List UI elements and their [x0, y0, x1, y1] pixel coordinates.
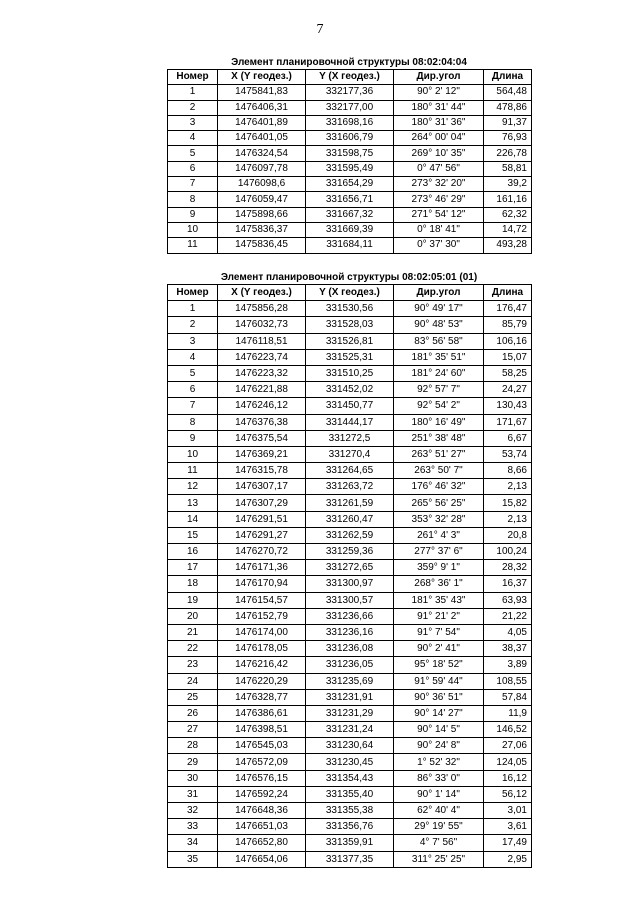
cell-angle: 0° 37' 30": [394, 238, 484, 253]
cell-x: 1476059,47: [218, 192, 306, 207]
table-row: [168, 689, 532, 705]
cell-angle: 180° 31' 44": [394, 100, 484, 115]
cell-number: 7: [168, 177, 218, 192]
header-angle: Дир.угол: [394, 70, 484, 85]
cell-y: 331452,02: [306, 382, 394, 398]
cell-length: 57,84: [484, 689, 532, 705]
cell-y: 331272,5: [306, 430, 394, 446]
cell-x: 1476098,6: [218, 177, 306, 192]
cell-number: 8: [168, 192, 218, 207]
cell-angle: 29° 19' 55": [394, 819, 484, 835]
cell-y: 331526,81: [306, 333, 394, 349]
cell-angle: 90° 24' 8": [394, 738, 484, 754]
cell-angle: 268° 36' 1": [394, 576, 484, 592]
cell-y: 331261,59: [306, 495, 394, 511]
cell-angle: 91° 59' 44": [394, 673, 484, 689]
cell-number: 33: [168, 819, 218, 835]
table-row: [168, 365, 532, 381]
cell-angle: 86° 33' 0": [394, 770, 484, 786]
cell-angle: 181° 35' 43": [394, 592, 484, 608]
cell-angle: 263° 51' 27": [394, 446, 484, 462]
cell-y: 331235,69: [306, 673, 394, 689]
cell-length: 8,66: [484, 463, 532, 479]
table-row: [168, 131, 532, 146]
cell-angle: 176° 46' 32": [394, 479, 484, 495]
cell-x: 1475841,83: [218, 85, 306, 100]
cell-length: 16,37: [484, 576, 532, 592]
cell-angle: 311° 25' 25": [394, 851, 484, 867]
cell-number: 5: [168, 365, 218, 381]
cell-length: 130,43: [484, 398, 532, 414]
cell-x: 1476406,31: [218, 100, 306, 115]
cell-y: 331698,16: [306, 115, 394, 130]
cell-length: 478,86: [484, 100, 532, 115]
cell-length: 3,61: [484, 819, 532, 835]
cell-length: 4,05: [484, 624, 532, 640]
cell-x: 1476654,06: [218, 851, 306, 867]
cell-y: 331231,24: [306, 722, 394, 738]
structure-table-block-1: [167, 57, 531, 254]
cell-angle: 62° 40' 4": [394, 803, 484, 819]
cell-x: 1476291,27: [218, 527, 306, 543]
cell-length: 14,72: [484, 222, 532, 237]
cell-angle: 265° 56' 25": [394, 495, 484, 511]
cell-y: 331606,79: [306, 131, 394, 146]
cell-angle: 353° 32' 28": [394, 511, 484, 527]
table-row: [168, 495, 532, 511]
cell-y: 331356,76: [306, 819, 394, 835]
cell-angle: 90° 2' 41": [394, 641, 484, 657]
cell-y: 331510,25: [306, 365, 394, 381]
cell-x: 1476398,51: [218, 722, 306, 738]
table-row: [168, 100, 532, 115]
coordinates-table: [167, 69, 532, 254]
cell-x: 1476315,78: [218, 463, 306, 479]
table-row: [168, 770, 532, 786]
cell-y: 331354,43: [306, 770, 394, 786]
cell-number: 20: [168, 608, 218, 624]
cell-y: 331236,16: [306, 624, 394, 640]
cell-x: 1476246,12: [218, 398, 306, 414]
cell-number: 14: [168, 511, 218, 527]
cell-x: 1476401,89: [218, 115, 306, 130]
cell-number: 13: [168, 495, 218, 511]
cell-number: 2: [168, 317, 218, 333]
cell-length: 16,12: [484, 770, 532, 786]
cell-number: 16: [168, 544, 218, 560]
cell-angle: 0° 47' 56": [394, 161, 484, 176]
table-row: [168, 657, 532, 673]
header-length: Длина: [484, 285, 532, 301]
cell-number: 32: [168, 803, 218, 819]
cell-x: 1476376,38: [218, 414, 306, 430]
cell-x: 1476592,24: [218, 786, 306, 802]
cell-angle: 277° 37' 6": [394, 544, 484, 560]
cell-number: 1: [168, 301, 218, 317]
cell-length: 76,93: [484, 131, 532, 146]
cell-length: 124,05: [484, 754, 532, 770]
header-angle: Дир.угол: [394, 285, 484, 301]
table-row: [168, 576, 532, 592]
header-number: Номер: [168, 285, 218, 301]
table-row: [168, 207, 532, 222]
table-row: [168, 803, 532, 819]
cell-x: 1476328,77: [218, 689, 306, 705]
cell-angle: 0° 18' 41": [394, 222, 484, 237]
cell-length: 58,25: [484, 365, 532, 381]
cell-y: 331359,91: [306, 835, 394, 851]
cell-angle: 261° 4' 3": [394, 527, 484, 543]
cell-length: 171,67: [484, 414, 532, 430]
cell-number: 23: [168, 657, 218, 673]
table-row: [168, 317, 532, 333]
cell-x: 1476386,61: [218, 705, 306, 721]
cell-y: 331272,65: [306, 560, 394, 576]
header-x: X (Y геодез.): [218, 285, 306, 301]
table-row: [168, 786, 532, 802]
header-x: X (Y геодез.): [218, 70, 306, 85]
cell-number: 3: [168, 333, 218, 349]
cell-length: 27,06: [484, 738, 532, 754]
table-row: [168, 738, 532, 754]
cell-angle: 92° 57' 7": [394, 382, 484, 398]
cell-number: 35: [168, 851, 218, 867]
cell-length: 20,8: [484, 527, 532, 543]
cell-length: 28,32: [484, 560, 532, 576]
header-y: Y (X геодез.): [306, 285, 394, 301]
cell-number: 28: [168, 738, 218, 754]
cell-number: 15: [168, 527, 218, 543]
cell-y: 331236,08: [306, 641, 394, 657]
page-number: 7: [316, 22, 324, 37]
cell-y: 331669,39: [306, 222, 394, 237]
table-row: [168, 161, 532, 176]
table-row: [168, 641, 532, 657]
cell-number: 29: [168, 754, 218, 770]
table-header-row: [168, 285, 532, 301]
cell-x: 1476307,29: [218, 495, 306, 511]
table-header-row: [168, 70, 532, 85]
cell-angle: 180° 16' 49": [394, 414, 484, 430]
cell-length: 62,32: [484, 207, 532, 222]
cell-y: 331236,66: [306, 608, 394, 624]
cell-x: 1476651,03: [218, 819, 306, 835]
cell-angle: 269° 10' 35": [394, 146, 484, 161]
cell-y: 332177,00: [306, 100, 394, 115]
cell-length: 63,93: [484, 592, 532, 608]
table-row: [168, 705, 532, 721]
header-number: Номер: [168, 70, 218, 85]
cell-number: 12: [168, 479, 218, 495]
header-y: Y (X геодез.): [306, 70, 394, 85]
table-row: [168, 544, 532, 560]
table-row: [168, 222, 532, 237]
cell-number: 30: [168, 770, 218, 786]
cell-x: 1476174,00: [218, 624, 306, 640]
cell-y: 331259,36: [306, 544, 394, 560]
cell-x: 1476216,42: [218, 657, 306, 673]
cell-angle: 263° 50' 7": [394, 463, 484, 479]
cell-x: 1476097,78: [218, 161, 306, 176]
table-row: [168, 819, 532, 835]
cell-length: 493,28: [484, 238, 532, 253]
table-row: [168, 85, 532, 100]
cell-x: 1476223,32: [218, 365, 306, 381]
cell-angle: 90° 48' 53": [394, 317, 484, 333]
cell-length: 564,48: [484, 85, 532, 100]
cell-y: 331530,56: [306, 301, 394, 317]
cell-angle: 251° 38' 48": [394, 430, 484, 446]
table-row: [168, 754, 532, 770]
coordinates-table: [167, 284, 532, 868]
cell-y: 331263,72: [306, 479, 394, 495]
table-row: [168, 398, 532, 414]
cell-angle: 4° 7' 56": [394, 835, 484, 851]
cell-length: 17,49: [484, 835, 532, 851]
cell-length: 15,82: [484, 495, 532, 511]
cell-angle: 91° 7' 54": [394, 624, 484, 640]
cell-x: 1476324,54: [218, 146, 306, 161]
cell-y: 331230,64: [306, 738, 394, 754]
table-row: [168, 115, 532, 130]
cell-angle: 90° 1' 14": [394, 786, 484, 802]
table-row: [168, 592, 532, 608]
cell-angle: 271° 54' 12": [394, 207, 484, 222]
cell-length: 2,13: [484, 479, 532, 495]
table-row: [168, 333, 532, 349]
cell-y: 331667,32: [306, 207, 394, 222]
cell-number: 31: [168, 786, 218, 802]
cell-number: 6: [168, 161, 218, 176]
cell-angle: 92° 54' 2": [394, 398, 484, 414]
cell-length: 176,47: [484, 301, 532, 317]
cell-length: 2,13: [484, 511, 532, 527]
cell-number: 4: [168, 349, 218, 365]
cell-length: 56,12: [484, 786, 532, 802]
cell-number: 11: [168, 238, 218, 253]
table-row: [168, 301, 532, 317]
table-row: [168, 349, 532, 365]
table-row: [168, 851, 532, 867]
cell-angle: 90° 49' 17": [394, 301, 484, 317]
cell-length: 226,78: [484, 146, 532, 161]
table-row: [168, 511, 532, 527]
cell-angle: 90° 2' 12": [394, 85, 484, 100]
cell-y: 331598,75: [306, 146, 394, 161]
cell-length: 6,67: [484, 430, 532, 446]
table-row: [168, 608, 532, 624]
table-row: [168, 177, 532, 192]
cell-y: 331525,31: [306, 349, 394, 365]
cell-x: 1476576,15: [218, 770, 306, 786]
cell-number: 7: [168, 398, 218, 414]
cell-x: 1476291,51: [218, 511, 306, 527]
cell-x: 1476270,72: [218, 544, 306, 560]
structure-table-block-2: [167, 272, 531, 868]
cell-y: 331236,05: [306, 657, 394, 673]
cell-x: 1476170,94: [218, 576, 306, 592]
cell-angle: 181° 35' 51": [394, 349, 484, 365]
cell-length: 100,24: [484, 544, 532, 560]
cell-y: 331231,29: [306, 705, 394, 721]
cell-number: 5: [168, 146, 218, 161]
cell-number: 3: [168, 115, 218, 130]
cell-length: 108,55: [484, 673, 532, 689]
cell-y: 331355,38: [306, 803, 394, 819]
table-row: [168, 673, 532, 689]
cell-y: 331231,91: [306, 689, 394, 705]
cell-number: 8: [168, 414, 218, 430]
cell-number: 19: [168, 592, 218, 608]
cell-x: 1476221,88: [218, 382, 306, 398]
cell-x: 1476223,74: [218, 349, 306, 365]
cell-number: 11: [168, 463, 218, 479]
table-row: [168, 722, 532, 738]
cell-length: 85,79: [484, 317, 532, 333]
cell-y: 331684,11: [306, 238, 394, 253]
cell-x: 1476178,05: [218, 641, 306, 657]
cell-y: 331444,17: [306, 414, 394, 430]
cell-x: 1476118,51: [218, 333, 306, 349]
cell-angle: 83° 56' 58": [394, 333, 484, 349]
cell-length: 39,2: [484, 177, 532, 192]
cell-angle: 180° 31' 36": [394, 115, 484, 130]
table-row: [168, 192, 532, 207]
table-title: Элемент планировочной структуры 08:02:04:04: [231, 57, 467, 68]
cell-length: 3,01: [484, 803, 532, 819]
cell-y: 331450,77: [306, 398, 394, 414]
cell-y: 331528,03: [306, 317, 394, 333]
cell-x: 1476648,36: [218, 803, 306, 819]
cell-y: 331654,29: [306, 177, 394, 192]
cell-number: 6: [168, 382, 218, 398]
cell-angle: 273° 32' 20": [394, 177, 484, 192]
cell-length: 38,37: [484, 641, 532, 657]
cell-number: 9: [168, 207, 218, 222]
table-row: [168, 835, 532, 851]
table-row: [168, 238, 532, 253]
cell-y: 331355,40: [306, 786, 394, 802]
table-row: [168, 146, 532, 161]
cell-number: 10: [168, 446, 218, 462]
cell-y: 331656,71: [306, 192, 394, 207]
cell-y: 331595,49: [306, 161, 394, 176]
cell-x: 1476652,80: [218, 835, 306, 851]
table-title: Элемент планировочной структуры 08:02:05:01 (01): [220, 272, 478, 283]
cell-y: 331262,59: [306, 527, 394, 543]
cell-y: 331300,97: [306, 576, 394, 592]
cell-x: 1476154,57: [218, 592, 306, 608]
cell-x: 1476152,79: [218, 608, 306, 624]
cell-number: 10: [168, 222, 218, 237]
table-row: [168, 446, 532, 462]
cell-y: 331377,35: [306, 851, 394, 867]
cell-angle: 1° 52' 32": [394, 754, 484, 770]
cell-length: 11,9: [484, 705, 532, 721]
cell-y: 331230,45: [306, 754, 394, 770]
cell-x: 1476375,54: [218, 430, 306, 446]
cell-number: 9: [168, 430, 218, 446]
cell-y: 331260,47: [306, 511, 394, 527]
cell-x: 1476307,17: [218, 479, 306, 495]
cell-length: 2,95: [484, 851, 532, 867]
cell-x: 1476572,09: [218, 754, 306, 770]
table-row: [168, 382, 532, 398]
cell-angle: 90° 36' 51": [394, 689, 484, 705]
cell-number: 26: [168, 705, 218, 721]
cell-angle: 90° 14' 5": [394, 722, 484, 738]
cell-number: 22: [168, 641, 218, 657]
cell-y: 331264,65: [306, 463, 394, 479]
cell-number: 34: [168, 835, 218, 851]
cell-number: 24: [168, 673, 218, 689]
header-length: Длина: [484, 70, 532, 85]
cell-length: 15,07: [484, 349, 532, 365]
cell-x: 1475856,28: [218, 301, 306, 317]
cell-length: 58,81: [484, 161, 532, 176]
cell-length: 53,74: [484, 446, 532, 462]
table-row: [168, 560, 532, 576]
cell-x: 1476171,36: [218, 560, 306, 576]
cell-y: 331270,4: [306, 446, 394, 462]
table-row: [168, 430, 532, 446]
cell-number: 2: [168, 100, 218, 115]
cell-length: 24,27: [484, 382, 532, 398]
cell-angle: 273° 46' 29": [394, 192, 484, 207]
cell-angle: 264° 00' 04": [394, 131, 484, 146]
cell-angle: 359° 9' 1": [394, 560, 484, 576]
table-row: [168, 624, 532, 640]
cell-length: 106,16: [484, 333, 532, 349]
cell-number: 1: [168, 85, 218, 100]
cell-x: 1475898,66: [218, 207, 306, 222]
cell-length: 21,22: [484, 608, 532, 624]
cell-length: 91,37: [484, 115, 532, 130]
table-row: [168, 527, 532, 543]
cell-y: 332177,36: [306, 85, 394, 100]
cell-y: 331300,57: [306, 592, 394, 608]
cell-number: 4: [168, 131, 218, 146]
cell-x: 1475836,37: [218, 222, 306, 237]
cell-number: 17: [168, 560, 218, 576]
table-row: [168, 414, 532, 430]
cell-x: 1475836,45: [218, 238, 306, 253]
cell-number: 25: [168, 689, 218, 705]
cell-length: 146,52: [484, 722, 532, 738]
cell-length: 161,16: [484, 192, 532, 207]
cell-angle: 95° 18' 52": [394, 657, 484, 673]
cell-x: 1476220,29: [218, 673, 306, 689]
cell-number: 21: [168, 624, 218, 640]
cell-number: 27: [168, 722, 218, 738]
cell-angle: 181° 24' 60": [394, 365, 484, 381]
cell-angle: 91° 21' 2": [394, 608, 484, 624]
cell-length: 3,89: [484, 657, 532, 673]
cell-x: 1476032,73: [218, 317, 306, 333]
cell-angle: 90° 14' 27": [394, 705, 484, 721]
cell-x: 1476369,21: [218, 446, 306, 462]
cell-number: 18: [168, 576, 218, 592]
table-row: [168, 479, 532, 495]
cell-x: 1476401,05: [218, 131, 306, 146]
table-row: [168, 463, 532, 479]
cell-x: 1476545,03: [218, 738, 306, 754]
